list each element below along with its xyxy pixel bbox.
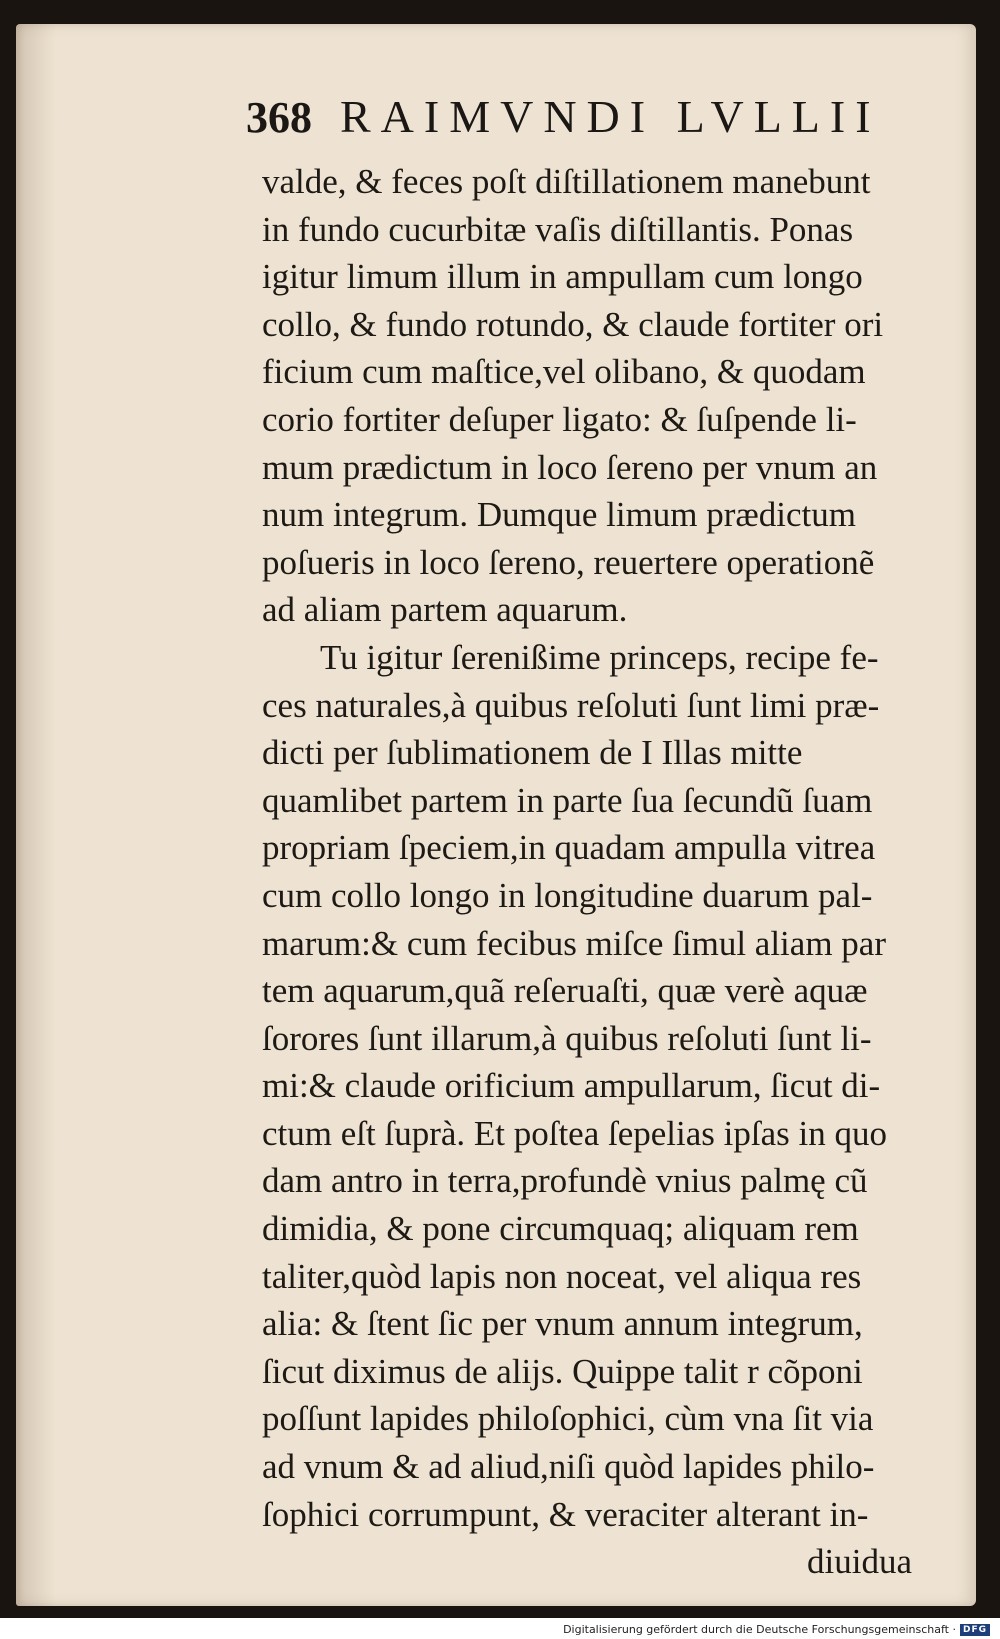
text-line: ſophici corrumpunt, & veraciter alterant in-: [262, 1494, 869, 1534]
text-line: valde, & feces poſt diſtillationem manebunt: [262, 162, 871, 201]
paragraph-start-line: Tu igitur ſerenißime princeps, recipe fe-: [320, 637, 879, 677]
page-gutter-shadow: [16, 24, 56, 1606]
text-line: corio fortiter deſuper ligato: & ſuſpende li-: [262, 399, 857, 439]
catchword: diuidua: [807, 1542, 912, 1582]
text-line: in fundo cucurbitæ vaſis diſtillantis. Ponas: [262, 209, 854, 249]
page-header: [246, 78, 886, 148]
text-line: num integrum. Dumque limum prædictum: [262, 495, 856, 535]
funding-credit: Digitalisierung gefördert durch die Deutsche Forschungsgemeinschaft ·: [563, 1623, 956, 1636]
text-line: ſicut diximus de alijs. Quippe talit r cõponi: [262, 1351, 863, 1391]
text-line: ſorores ſunt illarum,à quibus reſoluti ſunt li-: [262, 1018, 872, 1058]
text-line: collo, & fundo rotundo, & claude fortiter ori: [262, 304, 884, 344]
text-line: ficium cum maſtice,vel olibano, & quodam: [262, 352, 866, 392]
text-line: igitur limum illum in ampullam cum longo: [262, 257, 863, 297]
digitization-footer: [563, 1623, 990, 1636]
text-line: alia: & ſtent ſic per vnum annum integrum,: [262, 1304, 863, 1344]
text-line: marum:& cum fecibus miſce ſimul aliam par: [262, 923, 886, 963]
text-line: ad vnum & ad aliud,niſi quòd lapides philo-: [262, 1447, 875, 1487]
text-line: dimidia, & pone circumquaq; aliquam rem: [262, 1209, 859, 1249]
text-line: ces naturales,à quibus reſoluti ſunt limi præ-: [262, 685, 880, 725]
text-line: dicti per ſublimationem de I Illas mitte: [262, 733, 803, 773]
text-line: ctum eſt ſuprà. Et poſtea ſepelias ipſas in quo: [262, 1113, 887, 1153]
text-line: propriam ſpeciem,in quadam ampulla vitrea: [262, 828, 876, 868]
text-line: tem aquarum,quã reſeruaſti, quæ verè aquæ: [262, 971, 868, 1011]
body-text: [262, 158, 912, 1586]
text-line: cum collo longo in longitudine duarum pal-: [262, 875, 873, 915]
text-line: mum prædictum in loco ſereno per vnum an: [262, 447, 878, 487]
text-line: quamlibet partem in parte ſua ſecundũ ſuam: [262, 780, 873, 820]
page-number: 368: [246, 93, 312, 142]
running-head: RAIMVNDI LVLLII: [340, 91, 881, 142]
text-line: poſueris in loco ſereno, reuertere operationẽ: [262, 542, 875, 582]
text-line: poſſunt lapides philoſophici, cùm vna ſit via: [262, 1399, 874, 1439]
text-line: taliter,quòd lapis non noceat, vel aliqua res: [262, 1256, 862, 1296]
text-line: ad aliam partem aquarum.: [262, 590, 628, 630]
text-line: dam antro in terra,profundè vnius palmę cũ: [262, 1161, 868, 1201]
text-line: mi:& claude orificium ampullarum, ſicut di-: [262, 1066, 881, 1106]
dfg-logo: DFG: [960, 1624, 990, 1636]
